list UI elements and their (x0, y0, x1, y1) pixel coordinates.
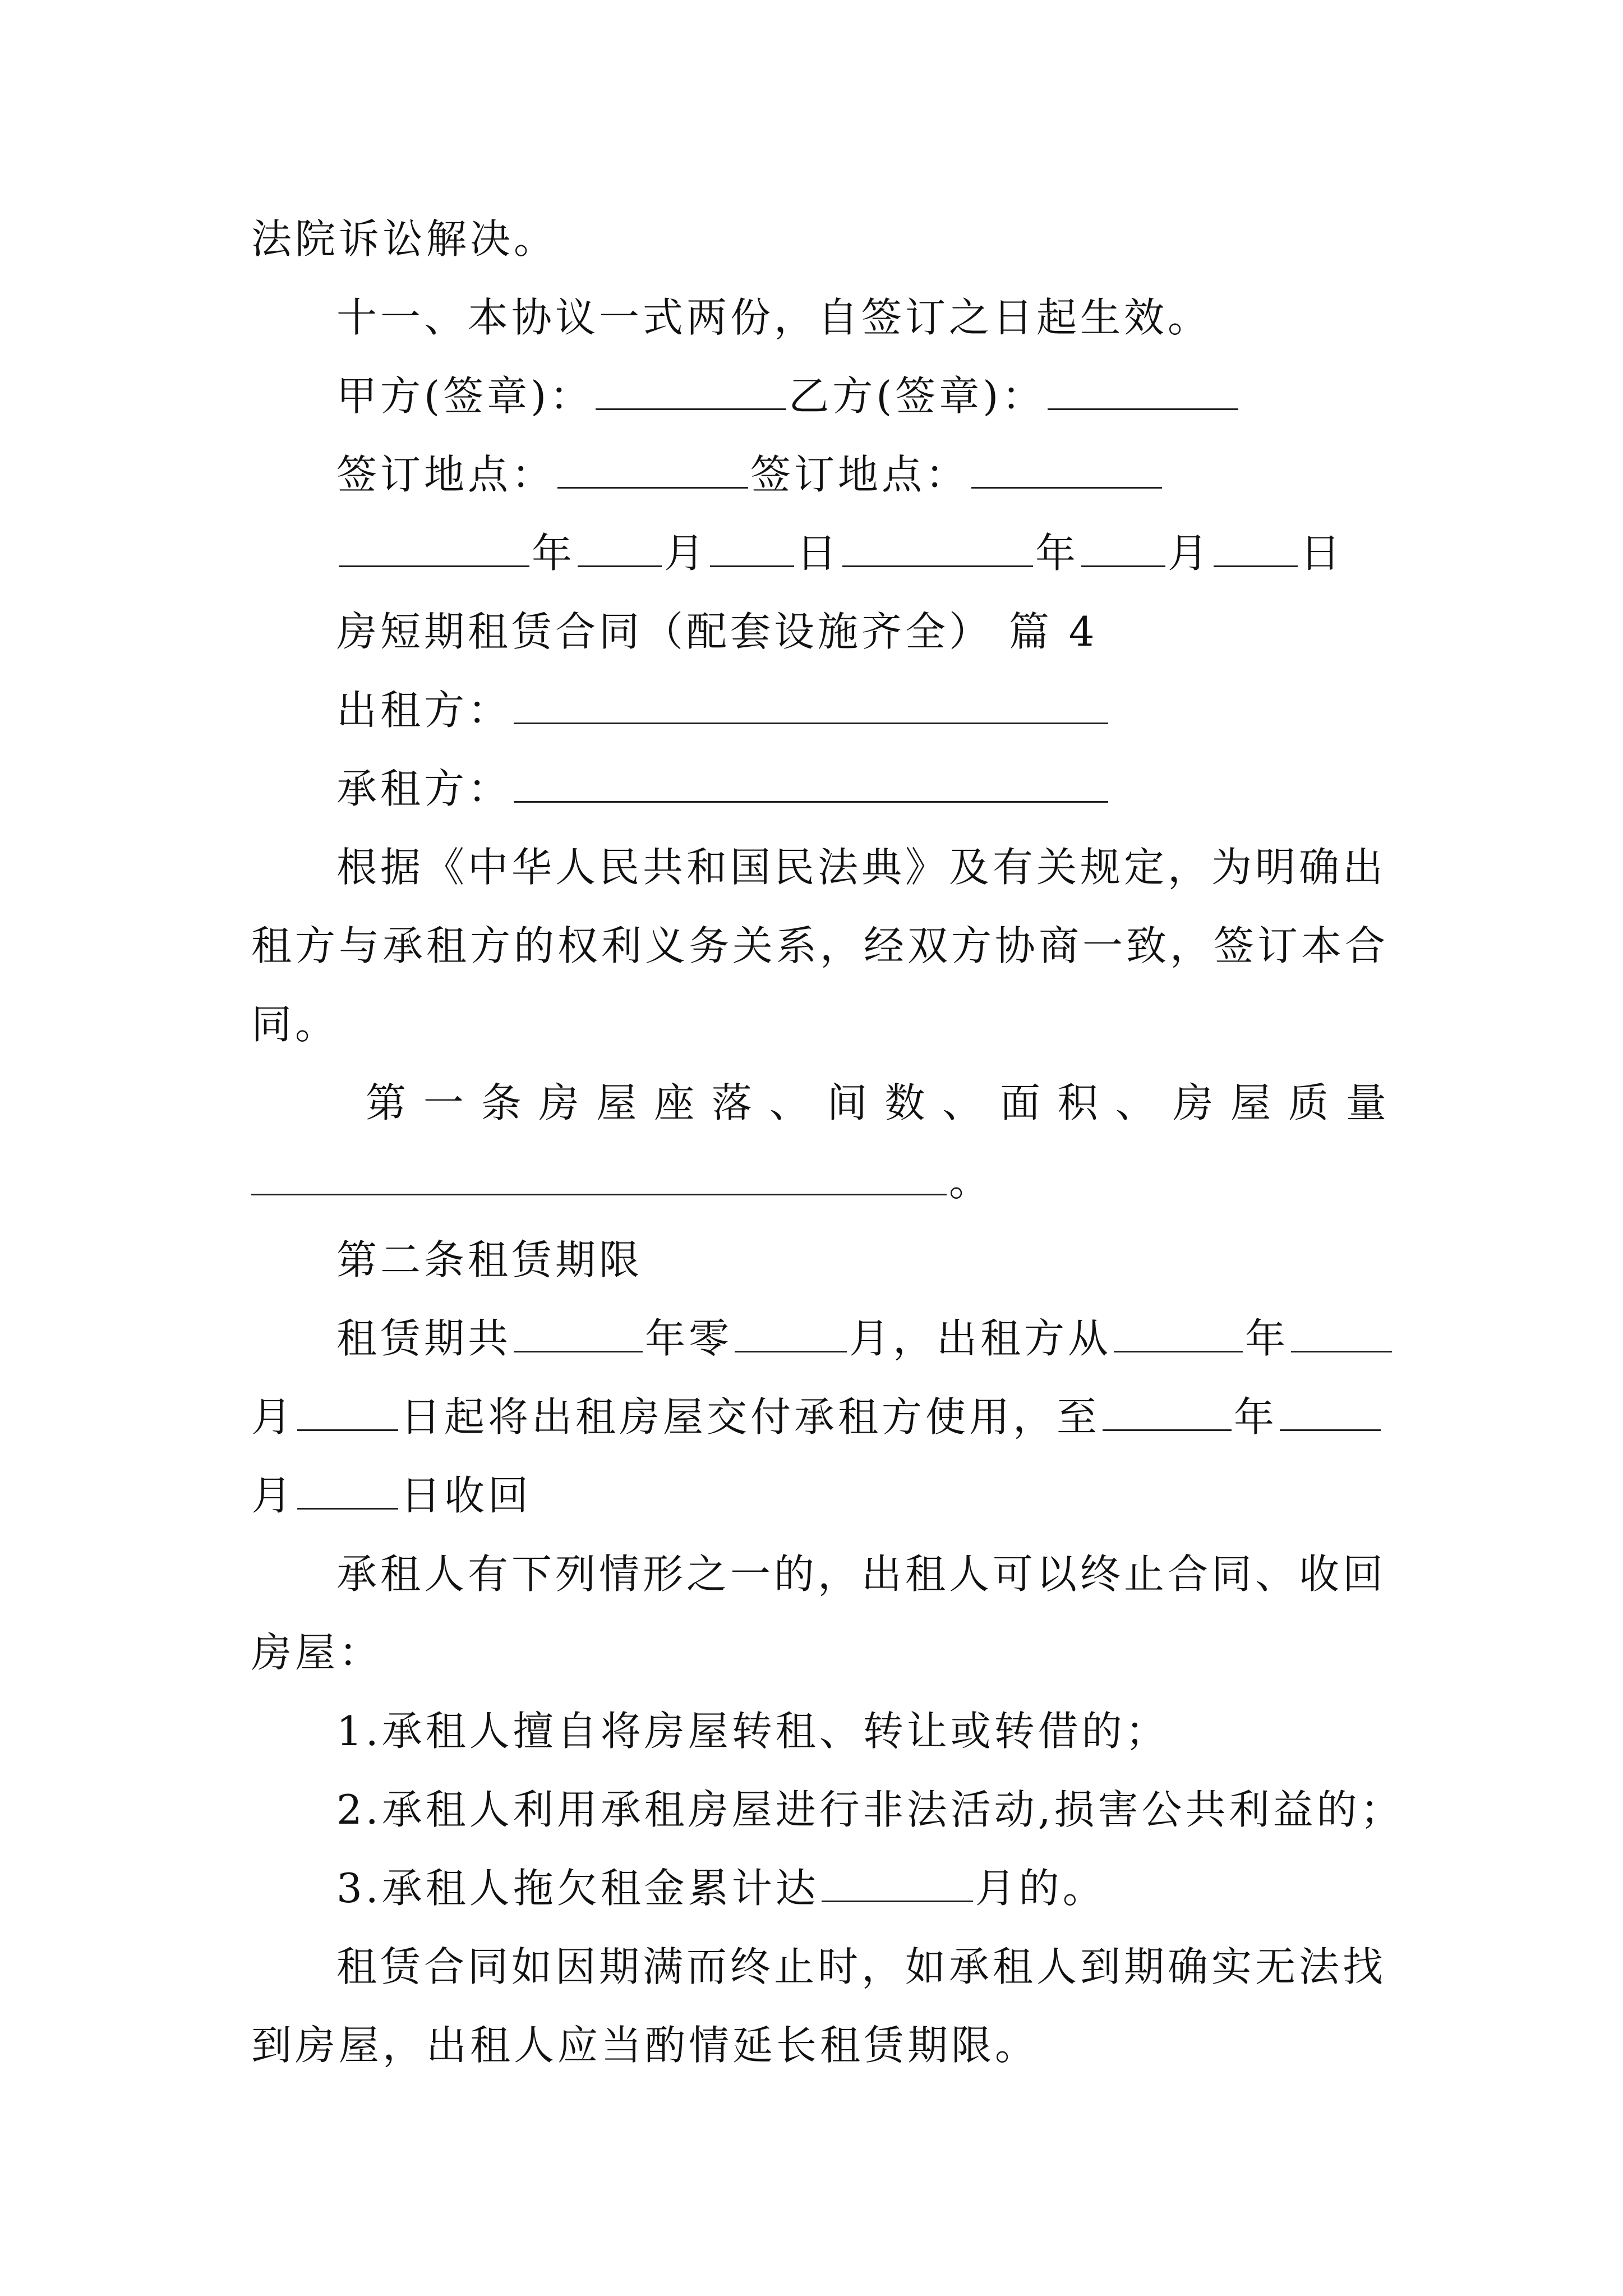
article-one-heading-char: 、 (1115, 1079, 1159, 1126)
lease-term-text: 租赁期共 (336, 1315, 512, 1362)
lease-term-text: 年 (1234, 1393, 1278, 1441)
paragraph-line: 租方与承租方的权利义务关系，经双方协商一致，签订本合 (251, 922, 1389, 969)
article-one-heading (366, 1079, 1390, 1126)
party-b-signature-blank (1048, 376, 1238, 410)
article-one-heading-char: 一 (423, 1079, 467, 1126)
article-one-heading-char: 屋 (1230, 1079, 1275, 1126)
month-blank (1081, 533, 1165, 567)
start-day-blank (297, 1397, 398, 1431)
article-one-heading-char: 座 (654, 1079, 698, 1126)
year-label: 年 (1035, 530, 1080, 577)
lease-term-line (336, 1315, 1394, 1362)
day-blank (1214, 533, 1298, 567)
lessor-line (336, 687, 1110, 734)
arrears-months-blank (822, 1868, 973, 1902)
article-one-heading-char: 积 (1057, 1079, 1101, 1126)
signing-date-line (336, 530, 1344, 577)
start-month-blank (1291, 1318, 1392, 1352)
end-year-blank (1103, 1397, 1232, 1431)
end-day-blank (297, 1475, 398, 1510)
lease-term-text: 年零 (645, 1315, 733, 1362)
list-item-text: 3.承租人拖欠租金累计达 (336, 1865, 819, 1912)
article-one-heading-char: 数 (884, 1079, 929, 1126)
article-one-heading-char: 质 (1288, 1079, 1332, 1126)
signature-line (336, 372, 1241, 420)
lease-term-text: 月 (251, 1393, 296, 1441)
years-blank (514, 1318, 643, 1352)
party-b-signature-label: 乙方(签章)： (789, 372, 1046, 420)
signing-place-blank-a (557, 454, 748, 489)
paragraph-line: 承租人有下列情形之一的，出租人可以终止合同、收回 (336, 1550, 1387, 1598)
day-label: 日 (796, 530, 841, 577)
lease-term-text: 日收回 (400, 1472, 532, 1519)
year-label: 年 (532, 530, 576, 577)
signing-place-label-b: 签订地点： (750, 451, 970, 498)
lease-term-text: 年 (1245, 1315, 1289, 1362)
article-one-heading-char: 落 (711, 1079, 755, 1126)
article-one-heading-char: 、 (942, 1079, 986, 1126)
article-one-heading-char: 条 (481, 1079, 525, 1126)
article-one-blank-line (251, 1158, 993, 1205)
party-a-signature-blank (596, 376, 786, 410)
month-label: 月 (664, 530, 708, 577)
paragraph-line: 同。 (251, 1001, 339, 1048)
article-one-heading-char: 房 (1173, 1079, 1217, 1126)
months-blank (735, 1318, 847, 1352)
party-a-signature-label: 甲方(签章)： (336, 372, 594, 420)
lease-term-text: 月 (251, 1472, 296, 1519)
list-item (336, 1865, 1106, 1912)
clause-eleven: 十一、本协议一式两份，自签订之日起生效。 (336, 294, 1212, 341)
paragraph-line: 根据《中华人民共和国民法典》及有关规定，为明确出 (336, 844, 1387, 891)
list-item: 1.承租人擅自将房屋转租、转让或转借的； (336, 1708, 1169, 1755)
property-description-blank (251, 1161, 947, 1195)
article-one-heading-char: 面 (999, 1079, 1044, 1126)
end-month-blank (1280, 1397, 1381, 1431)
day-blank (710, 533, 794, 567)
paragraph-line: 到房屋，出租人应当酌情延长租赁期限。 (251, 2022, 1039, 2069)
month-label: 月 (1168, 530, 1212, 577)
lease-term-line (251, 1472, 532, 1519)
signing-place-label-a: 签订地点： (336, 451, 556, 498)
year-blank (842, 533, 1033, 567)
lessee-blank (514, 769, 1108, 803)
article-two-heading: 第二条租赁期限 (336, 1236, 643, 1283)
paragraph-line: 租赁合同如因期满而终止时，如承租人到期确实无法找 (336, 1943, 1387, 1990)
article-one-heading-char: 房 (538, 1079, 583, 1126)
paragraph-line: 法院诉讼解决。 (251, 215, 558, 263)
article-one-heading-char: 间 (827, 1079, 871, 1126)
year-blank (339, 533, 529, 567)
article-one-heading-char: 第 (366, 1079, 410, 1126)
period-mark: 。 (949, 1158, 993, 1205)
lessee-label: 承租方： (336, 765, 512, 812)
start-year-blank (1114, 1318, 1243, 1352)
list-item: 2.承租人利用承租房屋进行非法活动,损害公共利益的； (336, 1786, 1404, 1833)
article-one-heading-char: 、 (769, 1079, 813, 1126)
lessee-line (336, 765, 1110, 812)
day-label: 日 (1300, 530, 1344, 577)
lease-term-line (251, 1393, 1383, 1441)
contract-title: 房短期租赁合同（配套设施齐全） 篇 4 (336, 608, 1098, 655)
lessor-label: 出租方： (336, 687, 512, 734)
paragraph-line: 房屋： (251, 1629, 383, 1676)
signing-place-line (336, 451, 1164, 498)
article-one-heading-char: 屋 (596, 1079, 640, 1126)
lease-term-text: 日起将出租房屋交付承租方使用，至 (400, 1393, 1101, 1441)
signing-place-blank-b (971, 454, 1162, 489)
article-one-heading-char: 量 (1345, 1079, 1390, 1126)
month-blank (578, 533, 662, 567)
list-item-text: 月的。 (975, 1865, 1106, 1912)
lessor-blank (514, 690, 1108, 724)
lease-term-text: 月，出租方从 (849, 1315, 1112, 1362)
